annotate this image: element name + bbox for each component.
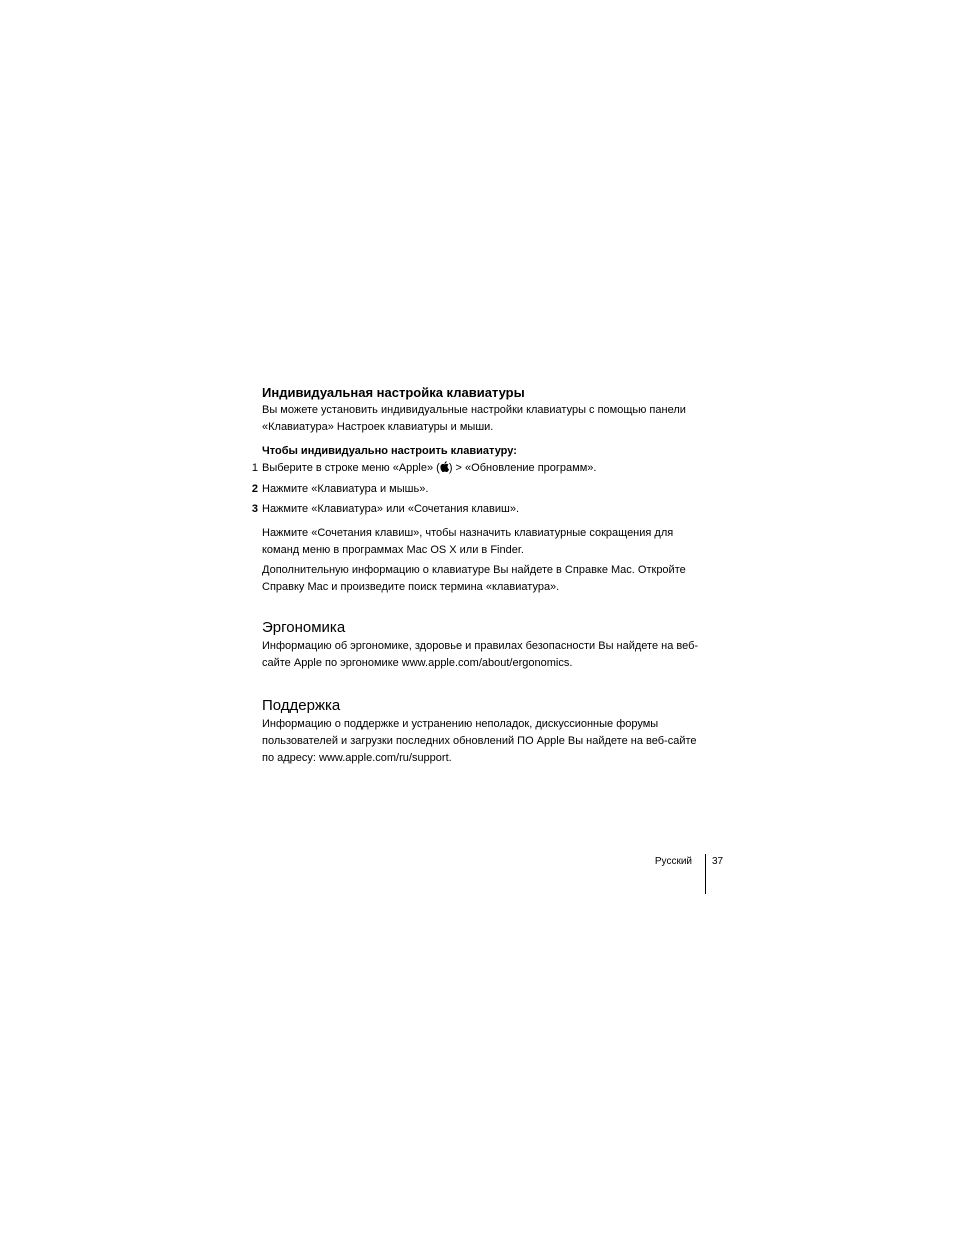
step-number: 3	[251, 503, 258, 515]
keyboard-note-2	[262, 562, 712, 596]
step-text: Нажмите «Клавиатура и мышь».	[262, 482, 429, 495]
ergonomics-text	[262, 638, 712, 672]
list-item	[251, 460, 712, 477]
step-number: 1	[251, 462, 258, 474]
keyboard-intro-line-2: «Клавиатура» Настроек клавиатуры и мыши.	[262, 421, 494, 433]
keyboard-note-2-line-1: Дополнительную информацию о клавиатуре Вы найдете в Справке Mac. Откройте	[262, 564, 686, 576]
list-item	[251, 501, 712, 518]
apple-logo-icon	[440, 461, 449, 472]
page-content	[251, 384, 712, 767]
support-text	[262, 716, 712, 767]
support-text-line-3: по адресу: www.apple.com/ru/support.	[262, 752, 452, 764]
step-text-after: ) > «Обновление программ».	[448, 462, 597, 474]
footer-divider	[705, 854, 706, 894]
keyboard-note-2-line-2: Справку Mac и произведите поиск термина «клавиатура».	[262, 581, 560, 593]
list-item	[251, 481, 712, 498]
ergonomics-heading: Эргономика	[262, 619, 346, 636]
ergonomics-text-line-1: Информацию об эргономике, здоровье и правилах безопасности Вы найдете на веб-	[262, 640, 699, 652]
steps-list	[251, 460, 712, 518]
ergonomics-text-line-2: сайте Apple по эргономике www.apple.com/about/ergonomics.	[262, 657, 573, 669]
keyboard-intro-line-1: Вы можете установить индивидуальные настройки клавиатуры с помощью панели	[262, 404, 686, 416]
step-number: 2	[251, 482, 258, 495]
keyboard-note-1-line-2: команд меню в программах Mac OS X или в Finder.	[262, 544, 524, 556]
step-text: Нажмите «Клавиатура» или «Сочетания клавиш».	[262, 503, 519, 515]
keyboard-heading: Индивидуальная настройка клавиатуры	[262, 385, 525, 400]
keyboard-note-1-line-1: Нажмите «Сочетания клавиш», чтобы назначить клавиатурные сокращения для	[262, 527, 674, 539]
support-heading: Поддержка	[262, 697, 341, 714]
keyboard-note-1	[262, 525, 712, 559]
footer-language: Русский	[654, 856, 692, 867]
page-number: 37	[712, 856, 724, 867]
keyboard-intro	[262, 402, 712, 436]
steps-heading: Чтобы индивидуально настроить клавиатуру:	[262, 445, 517, 457]
support-text-line-1: Информацию о поддержке и устранению неполадок, дискуссионные форумы	[262, 718, 659, 730]
support-text-line-2: пользователей и загрузки последних обновлений ПО Apple Вы найдете на веб-сайте	[262, 735, 697, 747]
step-text-before: Выберите в строке меню «Apple» (	[262, 462, 440, 474]
